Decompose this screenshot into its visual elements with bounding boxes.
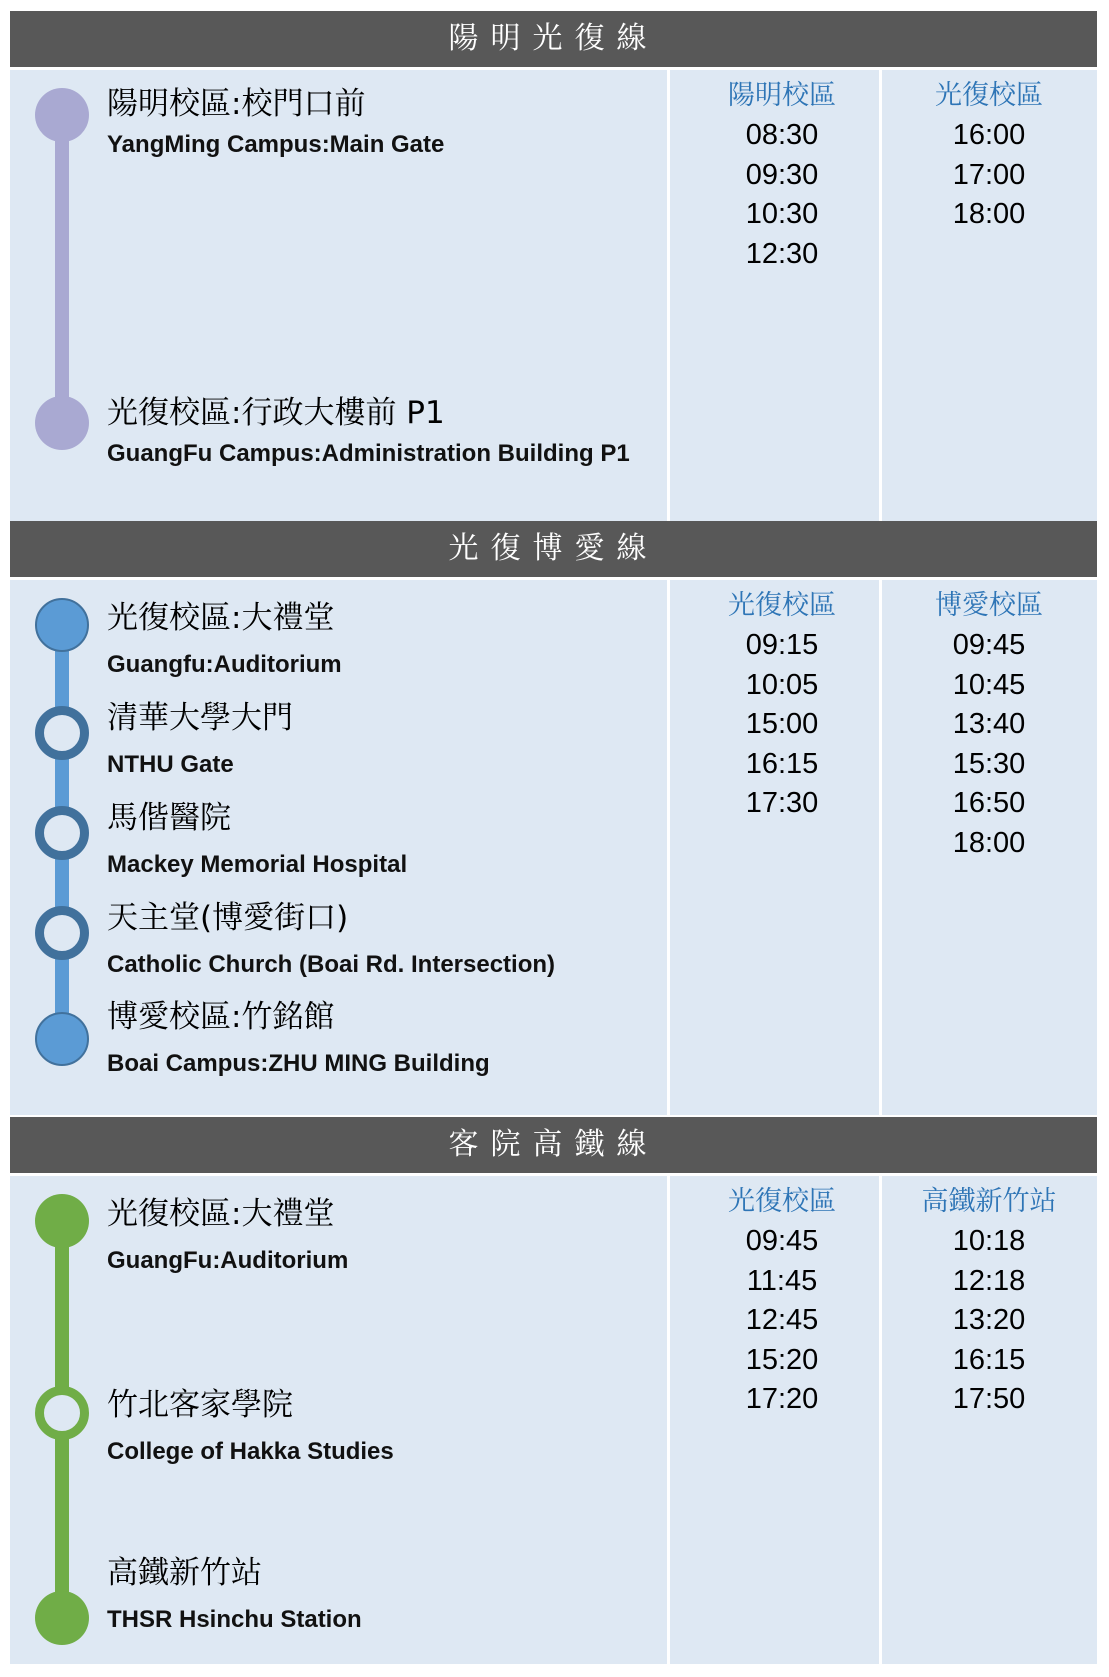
schedule-column [884,1176,1094,1420]
stop [107,798,667,880]
departure-time: 10:30 [745,198,819,230]
column-header: 光復校區 [935,80,1043,111]
departure-time: 12:30 [745,237,819,270]
departure-time: 10:05 [745,668,819,701]
stop [107,898,667,980]
start-stop-marker [35,88,89,142]
stop-name-en: GuangFu Campus:Administration Building P1 [107,440,630,467]
departure-times [884,1222,1094,1420]
departure-time: 13:40 [952,708,1026,740]
stop-name-en: College of Hakka Studies [107,1438,394,1465]
column-header: 高鐵新竹站 [921,1186,1057,1217]
start-stop-marker [35,598,89,652]
end-stop-marker [35,1591,89,1645]
stop-name-en: Boai Campus:ZHU MING Building [107,1050,490,1077]
stop-name-en: YangMing Campus:Main Gate [107,131,445,158]
departure-time: 16:50 [952,787,1026,819]
route-body [10,580,1097,1115]
stop-name-en: THSR Hsinchu Station [107,1606,362,1633]
departure-time: 10:18 [952,1225,1026,1257]
route-title: 客院高鐵線 [10,1117,1097,1173]
column-divider [667,1176,670,1664]
departure-time: 09:30 [745,158,819,191]
departure-times [677,1222,887,1420]
departure-time: 15:30 [952,747,1026,780]
stop-name-zh: 高鐵新竹站 [107,1555,262,1591]
departure-time: 16:15 [745,747,819,780]
stop-name-en: Guangfu:Auditorium [107,651,342,678]
stop [107,598,667,680]
stop-name-en: NTHU Gate [107,751,234,778]
intermediate-stop-marker [35,906,89,960]
stop-name-zh: 陽明校區:校門口前 [107,86,366,122]
stop [107,1553,667,1635]
departure-time: 10:45 [952,668,1026,701]
schedule-column [677,580,887,824]
stop-name-zh: 馬偕醫院 [107,800,231,836]
start-stop-marker [35,1194,89,1248]
stop-name-zh: 天主堂(博愛街口) [107,900,349,936]
stop-name-en: Mackey Memorial Hospital [107,851,408,878]
column-header: 博愛校區 [935,590,1043,621]
end-stop-marker [35,1012,89,1066]
stop [107,393,667,469]
departure-time: 15:20 [745,1343,819,1376]
stop [107,1194,667,1276]
column-header: 陽明校區 [728,80,836,111]
departure-time: 18:00 [952,826,1026,859]
stop-name-zh: 清華大學大門 [107,700,293,736]
stop [107,698,667,780]
stop-name-zh: 光復校區:行政大樓前 P1 [107,395,445,431]
schedule-column [677,1176,887,1420]
departure-times [884,116,1094,235]
stop-name-zh: 光復校區:大禮堂 [107,1196,335,1232]
schedule-column [884,580,1094,863]
schedule-column [884,70,1094,235]
stop-name-en: Catholic Church (Boai Rd. Intersection) [107,951,556,978]
departure-time: 08:30 [745,119,819,151]
end-stop-marker [35,396,89,450]
stop [107,1385,667,1467]
route-body [10,1176,1097,1664]
intermediate-stop-marker [35,806,89,860]
departure-time: 12:45 [745,1304,819,1336]
departure-time: 16:15 [952,1343,1026,1376]
stop-name-zh: 光復校區:大禮堂 [107,600,335,636]
intermediate-stop-marker [35,1386,89,1440]
stop-name-zh: 博愛校區:竹銘館 [107,999,335,1035]
stop-name-en: GuangFu:Auditorium [107,1247,349,1274]
stop-name-zh: 竹北客家學院 [107,1387,293,1423]
departure-time: 15:00 [745,708,819,740]
departure-times [677,626,887,824]
route-title: 陽明光復線 [10,11,1097,67]
departure-time: 17:00 [952,158,1026,191]
departure-time: 09:45 [952,629,1026,661]
intermediate-stop-marker [35,706,89,760]
departure-time: 13:20 [952,1304,1026,1336]
departure-time: 09:15 [745,629,819,661]
departure-time: 09:45 [745,1225,819,1257]
column-divider [667,70,670,522]
column-header: 光復校區 [728,590,836,621]
route-body [10,70,1097,522]
departure-time: 11:45 [746,1264,818,1297]
departure-time: 18:00 [952,198,1026,230]
departure-time: 12:18 [952,1264,1026,1297]
column-header: 光復校區 [728,1186,836,1217]
departure-times [884,626,1094,863]
stop [107,84,667,160]
column-divider [667,580,670,1115]
departure-time: 16:00 [952,119,1026,151]
departure-time: 17:20 [745,1383,819,1415]
schedule-column [677,70,887,274]
route-line [55,110,69,410]
departure-time: 17:50 [952,1383,1026,1415]
stop [107,997,667,1079]
departure-time: 17:30 [745,787,819,819]
route-title: 光復博愛線 [10,521,1097,577]
departure-times [677,116,887,274]
